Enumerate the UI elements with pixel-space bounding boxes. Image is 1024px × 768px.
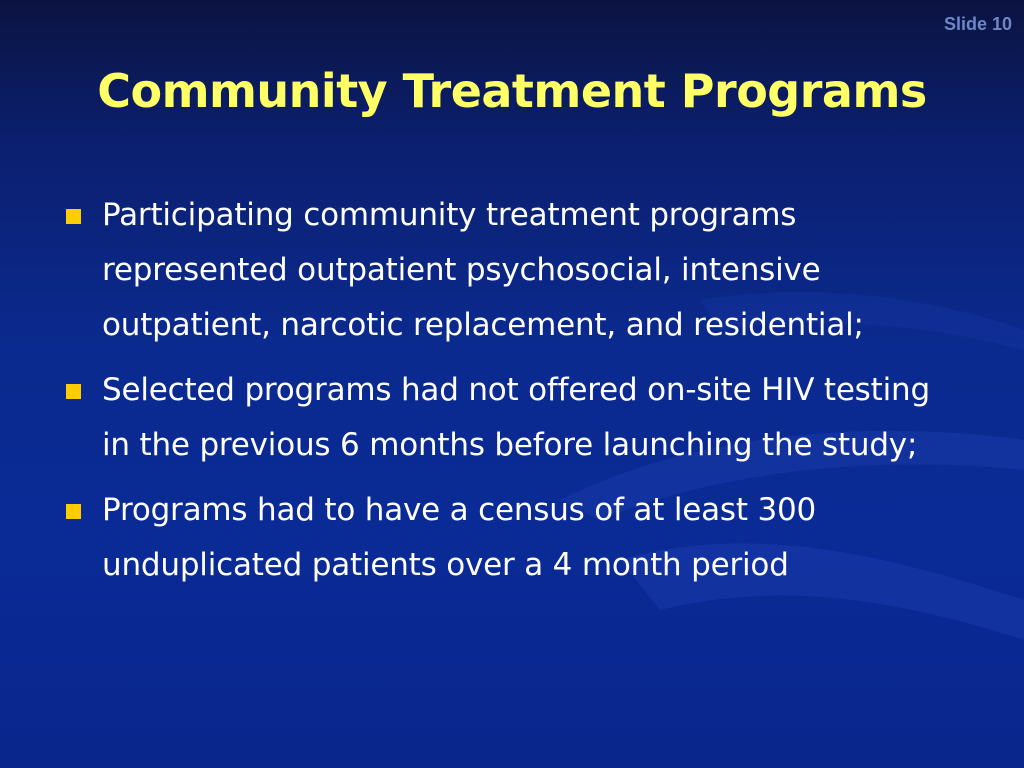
slide-number: Slide 10 [943, 14, 1012, 34]
bullet-list [62, 188, 962, 603]
bullet-text: Selected programs had not offered on-site HIV testing in the previous 6 months before launching the study; [102, 372, 930, 463]
bullet-item [62, 483, 962, 593]
square-bullet-icon [66, 504, 81, 519]
square-bullet-icon [66, 384, 81, 399]
slide-title: Community Treatment Programs [97, 64, 927, 118]
bullet-text: Programs had to have a census of at least 300 unduplicated patients over a 4 month period [102, 492, 817, 583]
square-bullet-icon [66, 209, 81, 224]
bullet-item [62, 363, 962, 473]
bullet-item [62, 188, 962, 353]
bullet-text: Participating community treatment programs represented outpatient psychosocial, intensive outpatient, narcotic replacement, and residential; [102, 197, 864, 343]
